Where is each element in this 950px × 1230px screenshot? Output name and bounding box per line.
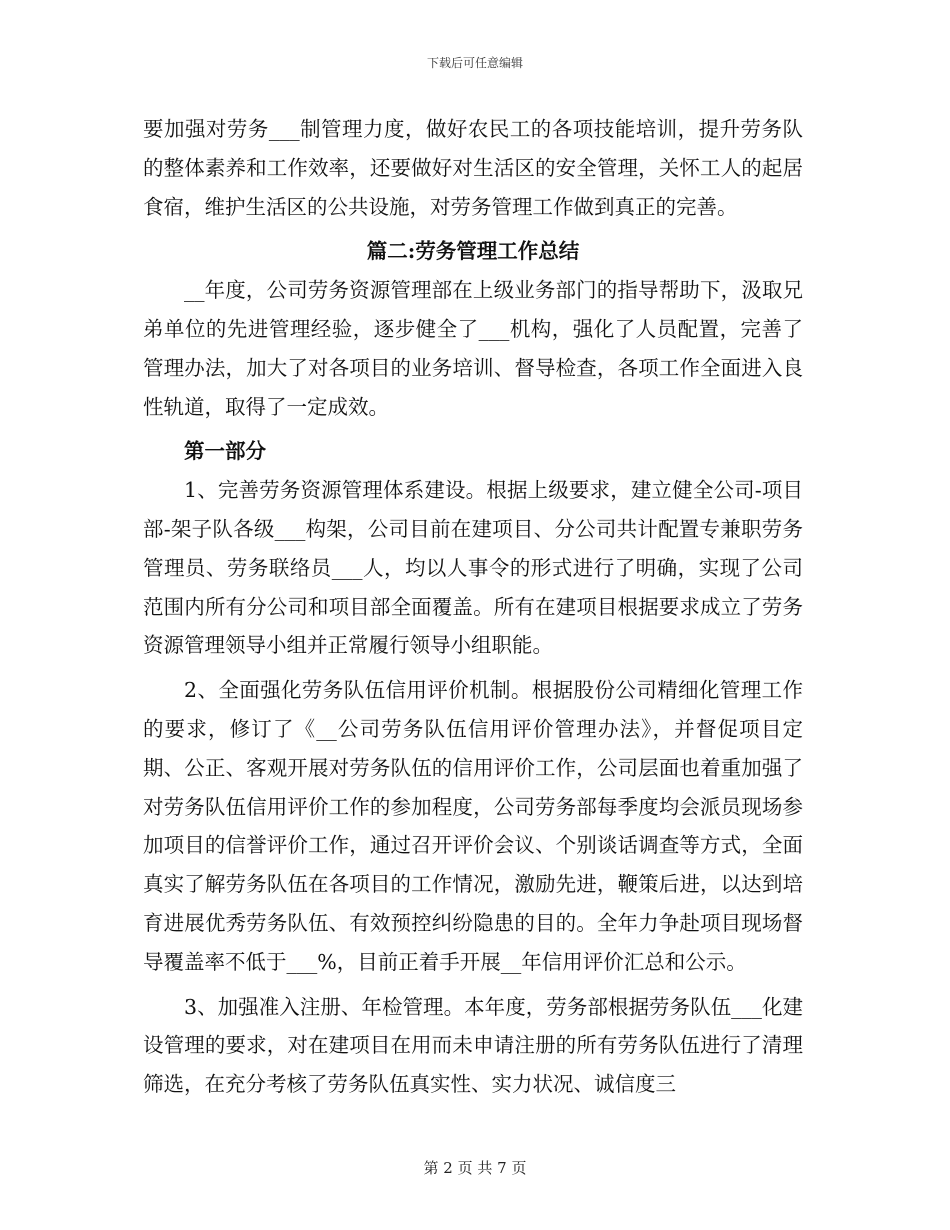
- paragraph-intro: __年度，公司劳务资源管理部在上级业务部门的指导帮助下，汲取兄弟单位的先进管理经验，逐步健全了___机构，强化了人员配置，完善了管理办法，加大了对各项目的业务培训、督导检查，各项工作全面进入良性轨道，取得了一定成效。: [143, 278, 803, 419]
- page-header: 下载后可任意编辑: [426, 56, 523, 70]
- part-heading: 第一部分: [184, 439, 266, 464]
- paragraph-continuation: 要加强对劳务___制管理力度，做好农民工的各项技能培训，提升劳务队的整体素养和工作效率，还要做好对生活区的安全管理，关怀工人的起居食宿，维护生活区的公共设施，对劳务管理工作做到真正的完善。: [143, 117, 803, 219]
- page-footer: 第 2 页 共 7 页: [423, 1159, 527, 1177]
- paragraph-item-2: 2、全面强化劳务队伍信用评价机制。根据股份公司精细化管理工作的要求，修订了《__公司劳务队伍信用评价管理办法》，并督促项目定期、公正、客观开展对劳务队伍的信用评价工作，公司层面也着重加强了对劳务队伍信用评价工作的参加程度，公司劳务部每季度均会派员现场参加项目的信誉评价工作，通过召开评价会议、个别谈话调查等方式，全面真实了解劳务队伍在各项目的工作情况，激励先进，鞭策后进，以达到培育进展优秀劳务队伍、有效预控纠纷隐患的目的。全年力争赴项目现场督导覆盖率不低于___%，目前正着手开展__年信用评价汇总和公示。: [143, 678, 803, 974]
- paragraph-item-3: 3、加强准入注册、年检管理。本年度，劳务部根据劳务队伍___化建设管理的要求，对在建项目在用而未申请注册的所有劳务队伍进行了清理筛选，在充分考核了劳务队伍真实性、实力状况、诚信度三: [143, 994, 803, 1097]
- paragraph-item-1: 1、完善劳务资源管理体系建设。根据上级要求，建立健全公司-项目部-架子队各级___构架，公司目前在建项目、分公司共计配置专兼职劳务管理员、劳务联络员___人，均以人事令的形式进行了明确，实现了公司范围内所有分公司和项目部全面覆盖。所有在建项目根据要求成立了劳务资源管理领导小组并正常履行领导小组职能。: [143, 478, 803, 658]
- section-title: 篇二:劳务管理工作总结: [366, 239, 580, 264]
- document-body: [143, 110, 803, 1104]
